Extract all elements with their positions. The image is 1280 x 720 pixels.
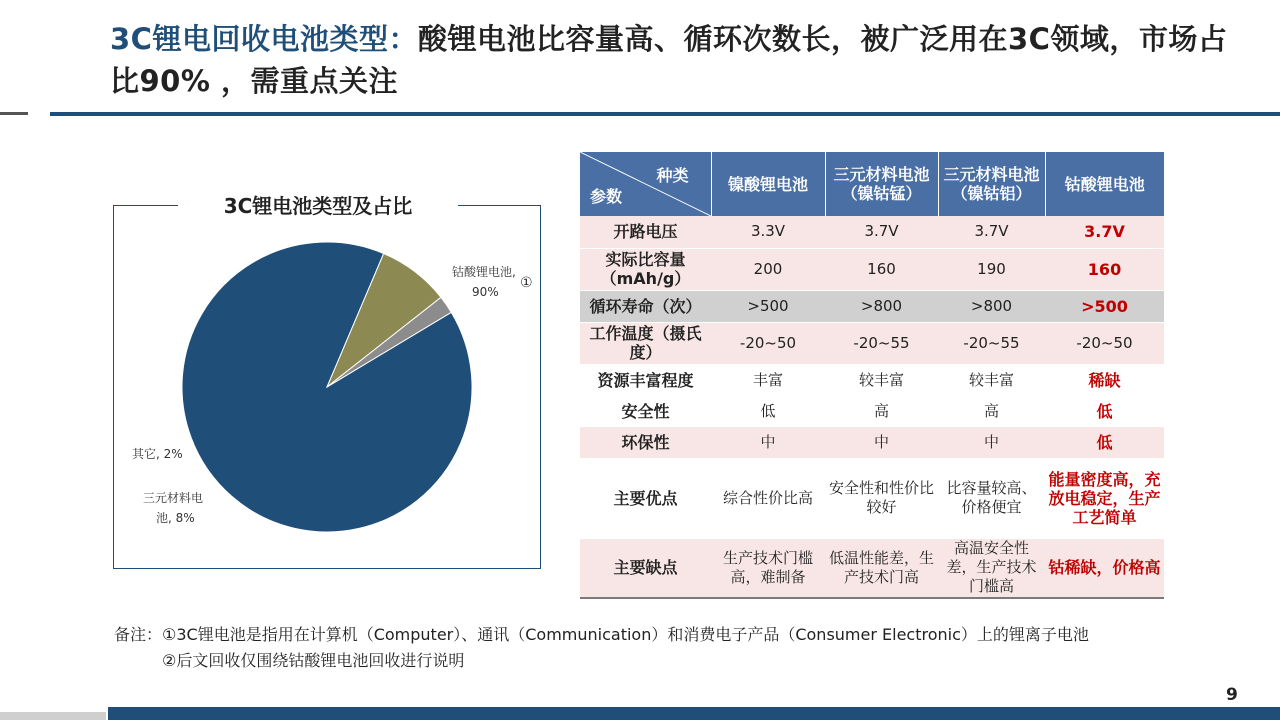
table-row (580, 248, 1164, 290)
table-cell: 高 (825, 396, 938, 426)
row-header: 主要优点 (580, 458, 711, 538)
row-header: 环保性 (580, 426, 711, 458)
notes (114, 622, 1089, 674)
table-cell: -20~55 (938, 322, 1045, 364)
pie-label-cobalt-name: 钴酸锂电池, (452, 265, 516, 279)
pie-label-ternary-name: 三元材料电 (143, 491, 204, 505)
table-cell: 较丰富 (938, 364, 1045, 396)
row-header: 安全性 (580, 396, 711, 426)
table-cell: -20~55 (825, 322, 938, 364)
table-corner-cell (580, 152, 711, 216)
slide-title-highlight: 3C锂电回收电池类型： (110, 22, 418, 56)
pie-label-other: 其它, 2% (132, 447, 183, 461)
table-cell: 比容量较高、价格便宜 (938, 458, 1045, 538)
table-cell: >800 (825, 290, 938, 322)
table-cell: 高 (938, 396, 1045, 426)
corner-diagonal (580, 152, 711, 216)
table-cell: 高温安全性差，生产技术门槛高 (938, 538, 1045, 598)
corner-label-param: 参数 (590, 187, 623, 206)
table-cell: 中 (825, 426, 938, 458)
table-cell-highlight: 低 (1045, 426, 1164, 458)
chart-title: 3C锂电池类型及占比 (178, 190, 458, 222)
slide-title-rest: 酸锂电池比容量高、循环次数长，被广泛用在3C领域，市场占比90% ，需重点关注 (110, 22, 1228, 98)
pie-label-cobalt-value: 90% (472, 285, 499, 299)
table-cell: 160 (825, 248, 938, 290)
table-row (580, 216, 1164, 248)
table-cell-highlight: 3.7V (1045, 216, 1164, 248)
table-cell: 中 (711, 426, 825, 458)
pie-label-ternary-value: 池, 8% (156, 511, 195, 525)
table-cell: 安全性和性价比较好 (825, 458, 938, 538)
table-cell: 低温性能差，生产技术门高 (825, 538, 938, 598)
table-cell: -20~50 (1045, 322, 1164, 364)
table-cell: 综合性价比高 (711, 458, 825, 538)
table-cell-highlight: 钴稀缺，价格高 (1045, 538, 1164, 598)
row-header: 工作温度（摄氏度） (580, 322, 711, 364)
table-cell: 丰富 (711, 364, 825, 396)
table-cell: 190 (938, 248, 1045, 290)
row-header: 循环寿命（次） (580, 290, 711, 322)
table-cell: 较丰富 (825, 364, 938, 396)
footer-bar-left (0, 712, 106, 720)
pie-label-ternary (143, 488, 203, 528)
table-cell: 3.3V (711, 216, 825, 248)
corner-label-type: 种类 (656, 166, 689, 185)
table-cell: >500 (711, 290, 825, 322)
table-row (580, 364, 1164, 396)
row-header: 实际比容量（mAh/g） (580, 248, 711, 290)
table-cell: -20~50 (711, 322, 825, 364)
column-header: 钴酸锂电池 (1045, 152, 1164, 216)
table-row (580, 396, 1164, 426)
pie-label-cobalt (452, 262, 516, 302)
footnote-marker: ① (520, 275, 533, 291)
column-header: 镍酸锂电池 (711, 152, 825, 216)
table-row (580, 290, 1164, 322)
table-header-row (580, 152, 1164, 216)
table-cell: 3.7V (938, 216, 1045, 248)
footer-bar (108, 707, 1280, 720)
note-line-1: 备注：①3C锂电池是指用在计算机（Computer）、通讯（Communication）和消费电子产品（Consumer Electronic）上的锂离子电池 (114, 625, 1089, 644)
table-cell-highlight: >500 (1045, 290, 1164, 322)
table-cell: >800 (938, 290, 1045, 322)
table-cell: 中 (938, 426, 1045, 458)
row-header: 主要缺点 (580, 538, 711, 598)
table-row (580, 426, 1164, 458)
table-cell-highlight: 160 (1045, 248, 1164, 290)
table-cell: 低 (711, 396, 825, 426)
row-header: 开路电压 (580, 216, 711, 248)
table-cell-highlight: 能量密度高，充放电稳定，生产工艺简单 (1045, 458, 1164, 538)
column-header: 三元材料电池（镍钴锰） (825, 152, 938, 216)
column-header: 三元材料电池（镍钴铝） (938, 152, 1045, 216)
table-cell-highlight: 低 (1045, 396, 1164, 426)
table-row (580, 322, 1164, 364)
table-cell-highlight: 稀缺 (1045, 364, 1164, 396)
table-row (580, 538, 1164, 598)
page-number: 9 (1226, 685, 1238, 705)
table-cell: 3.7V (825, 216, 938, 248)
table-row (580, 458, 1164, 538)
note-line-2: ②后文回收仅围绕钴酸锂电池回收进行说明 (162, 651, 465, 670)
table-cell: 生产技术门槛高，难制备 (711, 538, 825, 598)
battery-comparison-table (580, 152, 1164, 599)
row-header: 资源丰富程度 (580, 364, 711, 396)
table-cell: 200 (711, 248, 825, 290)
